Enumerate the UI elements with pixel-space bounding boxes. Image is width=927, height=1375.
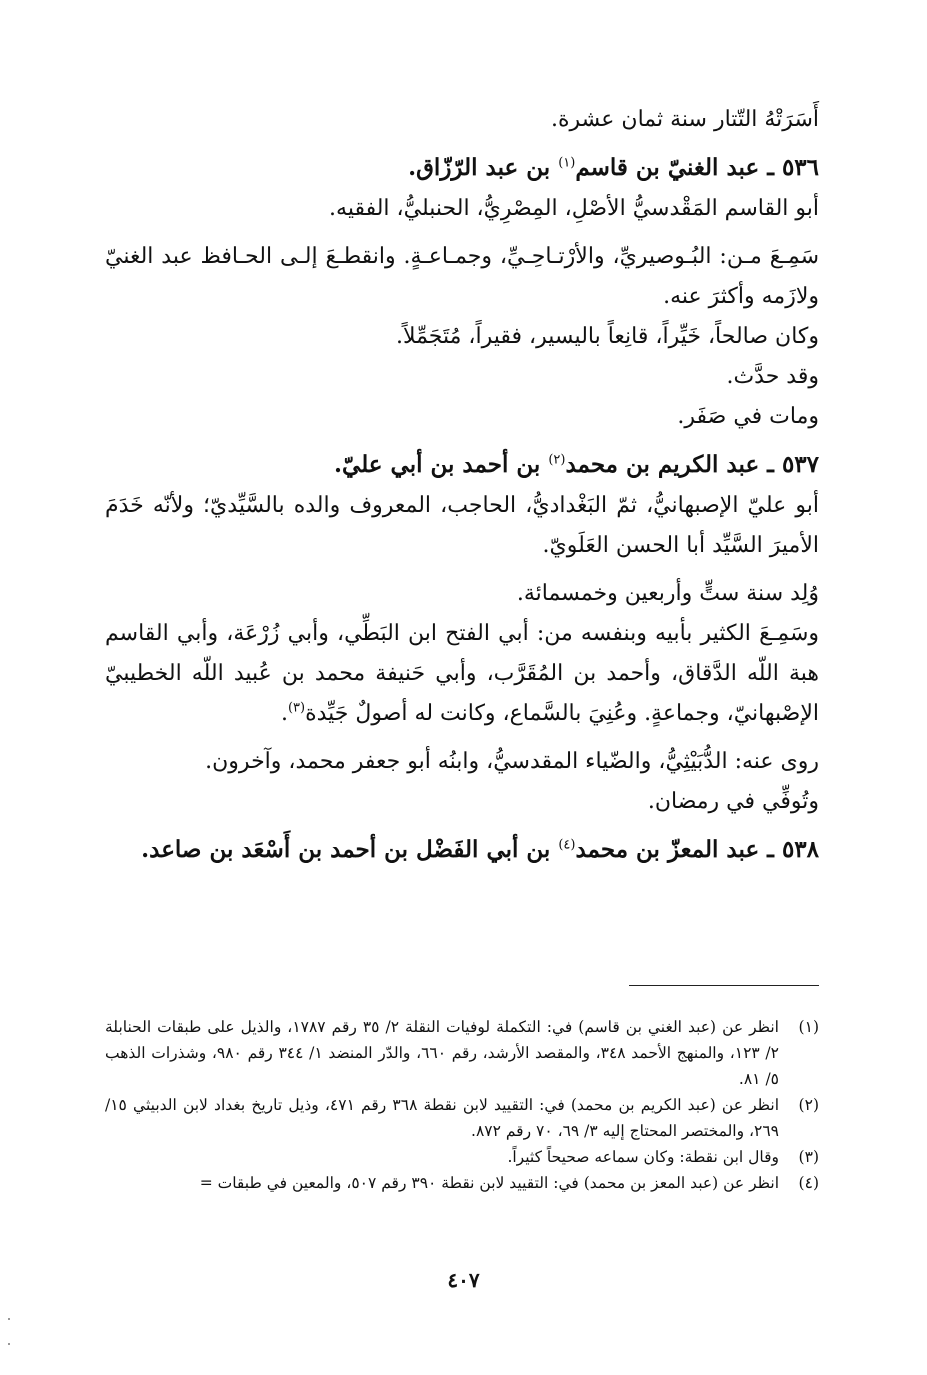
entry-537-title	[105, 445, 819, 486]
footnote-ref-1: (١)	[558, 155, 576, 171]
footnote-text: انظر عن (عبد المعز بن محمد) في: التقييد لابن نقطة ٣٩٠ رقم ٥٠٧، والمعين في طبقات =	[199, 1174, 779, 1192]
footnote-number: (٣)	[798, 1148, 819, 1166]
entry-537-line-end: .	[280, 701, 288, 726]
footnote-number: (٢)	[798, 1096, 819, 1114]
entry-537-line-text: وسَمِـعَ الكثير بأبيه وبنفسه من: أبي الفتح ابن البَطِّي، وأبي زُرْعَة، وأبي القاسم هبة اللّه الدَّقاق، وأحمد بن المُقَرَّب، وأبي حَنيفة محمد بن عُبيد اللّه الخطيبيّ الإصْبهانيّ، وجماعةٍ. وعُنِيَ بالسَّماع، وكانت له أصولٌ جَيِّدة	[105, 621, 819, 726]
continuation-line: أَسَرَتْهُ التّتار سنة ثمان عشرة.	[551, 107, 819, 132]
entry-537-line: أبو عليّ الإصبهانيُّ، ثمّ البَغْداديُّ، الحاجب، المعروف والده بالسَّيِّديّ؛ ولأنّه خَدَمَ الأميرَ السَّيِّد أبا الحسن العَلَويّ.	[105, 493, 819, 558]
footnote-3	[105, 1144, 819, 1170]
footnote-text: انظر عن (عبد الغني بن قاسم) في: التكملة لوفيات النقلة ٢/ ٣٥ رقم ١٧٨٧، والذيل على طبقات الحنابلة ٢/ ١٢٣، والمنهج الأحمد ٣٤٨، والمقصد الأرشد، رقم ٦٦٠، والدّر المنضد ١/ ٣٤٤ رقم ٩٨٠، وشذرات الذهب ٥/ ٨١.	[105, 1018, 779, 1088]
scan-speck	[8, 1318, 10, 1320]
entry-537-line: وتُوفِّي في رمضان.	[647, 789, 819, 814]
entry-536-line: أبو القاسم المَقْدسيُّ الأصْلِ، المِصْرِيُّ، الحنبليُّ، الفقيه.	[329, 196, 819, 221]
entry-537-line: روى عنه: الدُّبَيْثِيُّ، والضّياء المقدسيُّ، وابنُه أبو جعفر محمد، وآخرون.	[205, 749, 819, 774]
footnote-text: انظر عن (عبد الكريم بن محمد) في: التقييد لابن نقطة ٣٦٨ رقم ٤٧١، وذيل تاريخ بغداد لابن الدبيثي ١٥/ ٢٦٩، والمختصر المحتاج إليه ٣/ ٦٩، ٧٠ رقم ٨٧٢.	[105, 1096, 779, 1140]
entry-537-line	[105, 614, 819, 734]
footnote-1	[105, 1014, 819, 1092]
entry-536-line: وكان صالحاً، خَيِّراً، قانِعاً باليسير، فقيراً، مُتَجَمِّلاً.	[395, 324, 819, 349]
footnote-ref-3: (٣)	[287, 700, 306, 716]
entry-536-line: وقد حدَّث.	[726, 364, 819, 389]
footnote-ref-2: (٢)	[548, 452, 566, 468]
footnote-text: وقال ابن نقطة: وكان سماعه صحيحاً كثيراً.	[507, 1148, 779, 1166]
entry-536-name: ٥٣٦ ـ عبد الغنيّ بن قاسم	[575, 154, 819, 181]
entry-538-name: ٥٣٨ ـ عبد المعزّ بن محمد	[575, 836, 819, 863]
entry-536-name-rest: بن عبد الرّزّاق.	[408, 154, 559, 181]
page-number: ٤٠٧	[447, 1268, 480, 1292]
scan-speck	[8, 1343, 10, 1345]
entry-536-line: سَمِـعَ مـن: البُـوصيريِّ، والأرْتـاحِـيِّ، وجمـاعـةٍ. وانقطـعَ إلـى الحـافظ عبد الغنيّ ولازَمه وأكثرَ عنه.	[105, 244, 819, 309]
footnotes	[105, 1014, 819, 1196]
footnote-2	[105, 1092, 819, 1144]
entry-536-title	[105, 148, 819, 189]
footnote-number: (٤)	[798, 1174, 819, 1192]
entry-538-title	[105, 830, 819, 871]
entry-537-name: ٥٣٧ ـ عبد الكريم بن محمد	[565, 451, 819, 478]
footnote-ref-4: (٤)	[558, 837, 576, 853]
entry-537-line: وُلِد سنة ستٍّ وأربعين وخمسمائة.	[516, 581, 819, 606]
footnote-number: (١)	[798, 1018, 819, 1036]
footnote-divider	[629, 985, 819, 986]
entry-538-name-rest: بن أبي الفَضْل بن أحمد بن أَسْعَد بن صاعد.	[141, 836, 559, 863]
entry-536-line: ومات في صَفَر.	[677, 404, 819, 429]
main-text	[105, 100, 819, 871]
entry-537-name-rest: بن أحمد بن أبي عليّ.	[334, 451, 549, 478]
footnote-4	[105, 1170, 819, 1196]
